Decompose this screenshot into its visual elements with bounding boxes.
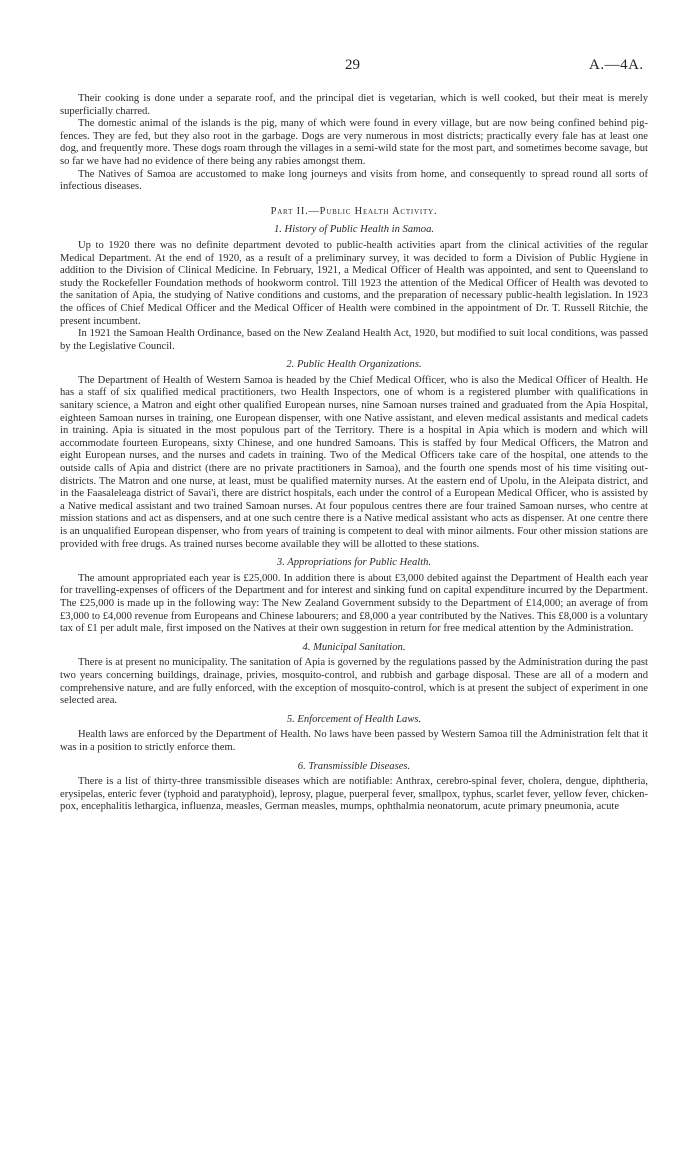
section-paragraph: The Department of Health of Western Samoa is headed by the Chief Medical Officer, who is also the Medical Officer of Health. He has a staff of six qualified medical practitioners, two Health Inspectors, one of whom is a registered plumber with qualifications in sanitary science, a Matron and eight other qualified European nurses, nine Samoan nurses trained and graduated from the Apia Hospital, eighteen Samoan nurses in training, one European dispenser, with one Native assistant, and eleven medical assistants and medical cadets in training. Apia is situated in the most populous part of the Territory. There is a hospital in Apia which is modern and which will accommodate fourteen Europeans, sixty Chinese, and one hundred Samoans. This is staffed by four Medical Officers, the Matron and eight European nurses, and the nurses and cadets in training. Two of the Medical Officers take care of the hospital, one attends to the outside calls of Apia and district (there are no private practitioners in Samoa), and the fourth one spends most of his time visiting out-districts. The Matron and one nurse, at least, must be qualified maternity nurses. At the eastern end of Upolu, in the Aleipata district, and in the Faasaleleaga district of Savai'i, there are district hospitals, each under the control of a European Medical Officer, who is assisted by a Native medical assistant and two trained Samoan nurses. At four populous centres there are four trained Samoan nurses, who centre at mission stations and act as dispensers, and at one such centre there is a Native medical assistant who acts as dispenser. At one centre there is an unqualified European dispenser, who from years of training is competent to deal with minor ailments. Four other mission stations are provided with free drugs. As trained nurses become available they will be allotted to these stations.	[60, 374, 648, 550]
section-paragraph: There is at present no municipality. The sanitation of Apia is governed by the regulations passed by the Administration during the past two years concerning buildings, drainage, privies, mosquito-control, and rubbish and garbage disposal. These are all of a modern and comprehensive nature, and are fully enforced, with the exception of mosquito-control, which is at present the subject of experiment in one selected area.	[60, 657, 648, 707]
section-paragraph: Up to 1920 there was no definite department devoted to public-health activities apart from the clinical activities of the regular Medical Department. At the end of 1920, as a result of a preliminary survey, it was decided to form a Division of Public Hygiene in addition to the Division of Clinical Medicine. In February, 1921, a Medical Officer of Health was appointed, and sent to Queensland to study the Rockefeller Foundation methods of hookworm control. Till 1923 the attention of the Medical Officer of Health was devoted to the sanitation of Apia, the studying of Native conditions and customs, and the preparation of necessary public-health legislation. In 1923 the offices of Chief Medical Officer and the Medical Officer of Health were combined in the appointment of Dr. T. Russell Ritchie, the present incumbent.	[60, 239, 648, 327]
section-heading-municipal-sanitation: 4. Municipal Sanitation.	[302, 641, 406, 653]
intro-paragraph: The domestic animal of the islands is the pig, many of which were found in every village, but are now being confined behind pig-fences. They are fed, but they also root in the garbage. Dogs are very numerous in most districts; practically every fale has at least one dog, and frequently more. These dogs roam through the villages in a semi-wild state for the most part, and sometimes become savage, but so far we have had no evidence of there being any rabies amongst them.	[60, 118, 648, 167]
section-heading-appropriations: 3. Appropriations for Public Health.	[276, 557, 432, 569]
section-heading-history: 1. History of Public Health in Samoa.	[273, 224, 435, 236]
section-paragraph: Health laws are enforced by the Department of Health. No laws have been passed by Western Samoa till the Administration felt that it was in a position to strictly enforce them.	[60, 729, 648, 753]
section-paragraph: In 1921 the Samoan Health Ordinance, based on the New Zealand Health Act, 1920, but modified to suit local conditions, was passed by the Legislative Council.	[60, 328, 648, 352]
section-heading-organizations: 2. Public Health Organizations.	[286, 359, 422, 371]
page-number: 29	[345, 57, 360, 73]
page-body	[60, 93, 648, 814]
section-heading-enforcement: 5. Enforcement of Health Laws.	[286, 713, 422, 725]
section-paragraph: There is a list of thirty-three transmissible diseases which are notifiable: Anthrax, cerebro-spinal fever, cholera, dengue, diphtheria, erysipelas, enteric fever (typhoid and paratyphoid), leprosy, plague, puerperal fever, smallpox, typhus, scarlet fever, yellow fever, chicken-pox, encephalitis lethargica, influenza, measles, German measles, mumps, ophthalmia neonatorum, acute primary pneumonia, acute	[60, 776, 648, 813]
intro-paragraph: Their cooking is done under a separate roof, and the principal diet is vegetarian, which is well cooked, but their meat is merely superficially charred.	[60, 93, 648, 117]
section-heading-transmissible-diseases: 6. Transmissible Diseases.	[297, 760, 411, 772]
intro-paragraph: The Natives of Samoa are accustomed to make long journeys and visits from home, and consequently to spread round all sorts of infectious diseases.	[60, 168, 648, 193]
document-reference: A.—4A.	[589, 57, 644, 73]
section-paragraph: The amount appropriated each year is £25,000. In addition there is about £3,000 debited against the Department of Health each year for travelling-expenses of officers of the Department and for interest and sinking fund on capital expenditure incurred by the Department. The £25,000 is made up in the following way: The New Zealand Government subsidy to the Department of £14,000; an average of from £3,000 to £4,000 revenue from Europeans and Chinese labourers; and £8,000 a year contributed by the Natives. This £8,000 is a voluntary tax of £1 per adult male, first imposed on the Natives at their own suggestion in return for free medical attention by the Administration.	[60, 572, 648, 635]
part-heading: Part II.—Public Health Activity.	[270, 205, 438, 217]
